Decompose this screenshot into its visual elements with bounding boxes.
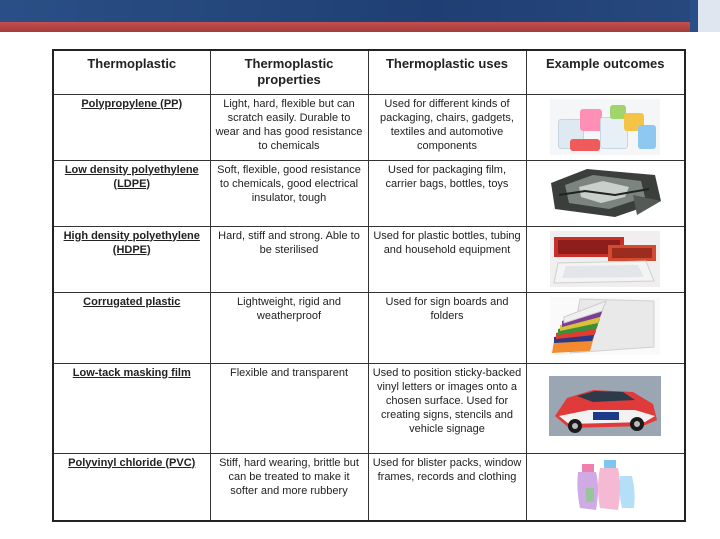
material-properties: Flexible and transparent <box>210 363 368 453</box>
header-corner-accent <box>690 0 720 32</box>
example-outcome-cell <box>526 292 685 363</box>
material-name: Low density polyethylene (LDPE) <box>53 160 210 226</box>
material-uses: Used for plastic bottles, tubing and household equipment <box>368 226 526 292</box>
material-properties: Soft, flexible, good resistance to chemicals, good electrical insulator, tough <box>210 160 368 226</box>
example-outcome-cell <box>526 453 685 521</box>
table-row <box>53 453 685 521</box>
material-uses: Used to position sticky-backed vinyl letters or images onto a chosen surface. Used for creating signs, stencils and vehicle signage <box>368 363 526 453</box>
table-header-row <box>53 50 685 94</box>
column-header-thermoplastic: Thermoplastic <box>53 50 210 94</box>
material-uses: Used for different kinds of packaging, chairs, gadgets, textiles and automotive components <box>368 94 526 160</box>
plastic-film-photo <box>545 165 665 221</box>
material-properties: Light, hard, flexible but can scratch easily. Durable to wear and has good resistance to chemicals <box>210 94 368 160</box>
material-name: High density polyethylene (HDPE) <box>53 226 210 292</box>
material-name: Corrugated plastic <box>53 292 210 363</box>
table-row <box>53 94 685 160</box>
material-name: Low-tack masking film <box>53 363 210 453</box>
thermoplastics-table <box>52 49 686 522</box>
example-outcome-cell <box>526 226 685 292</box>
example-outcome-cell <box>526 363 685 453</box>
material-properties: Lightweight, rigid and weatherproof <box>210 292 368 363</box>
plastic-trays-photo <box>550 231 660 287</box>
plastic-containers-photo <box>550 99 660 155</box>
column-header-properties: Thermoplastic properties <box>210 50 368 94</box>
table-row <box>53 226 685 292</box>
header-accent-stripe <box>0 22 720 32</box>
material-properties: Stiff, hard wearing, brittle but can be treated to make it softer and more rubbery <box>210 453 368 521</box>
material-uses: Used for packaging film, carrier bags, bottles, toys <box>368 160 526 226</box>
material-properties: Hard, stiff and strong. Able to be sterilised <box>210 226 368 292</box>
table-row <box>53 292 685 363</box>
material-name: Polypropylene (PP) <box>53 94 210 160</box>
example-outcome-cell <box>526 94 685 160</box>
example-outcome-cell <box>526 160 685 226</box>
column-header-example-outcomes: Example outcomes <box>526 50 685 94</box>
material-uses: Used for sign boards and folders <box>368 292 526 363</box>
header-banner <box>0 0 720 22</box>
column-header-uses: Thermoplastic uses <box>368 50 526 94</box>
table-row <box>53 363 685 453</box>
corrugated-sheets-photo <box>550 297 660 355</box>
table-row <box>53 160 685 226</box>
material-uses: Used for blister packs, window frames, records and clothing <box>368 453 526 521</box>
pvc-bottles-photo <box>570 458 640 514</box>
vinyl-wrapped-car-photo <box>549 376 661 436</box>
material-name: Polyvinyl chloride (PVC) <box>53 453 210 521</box>
